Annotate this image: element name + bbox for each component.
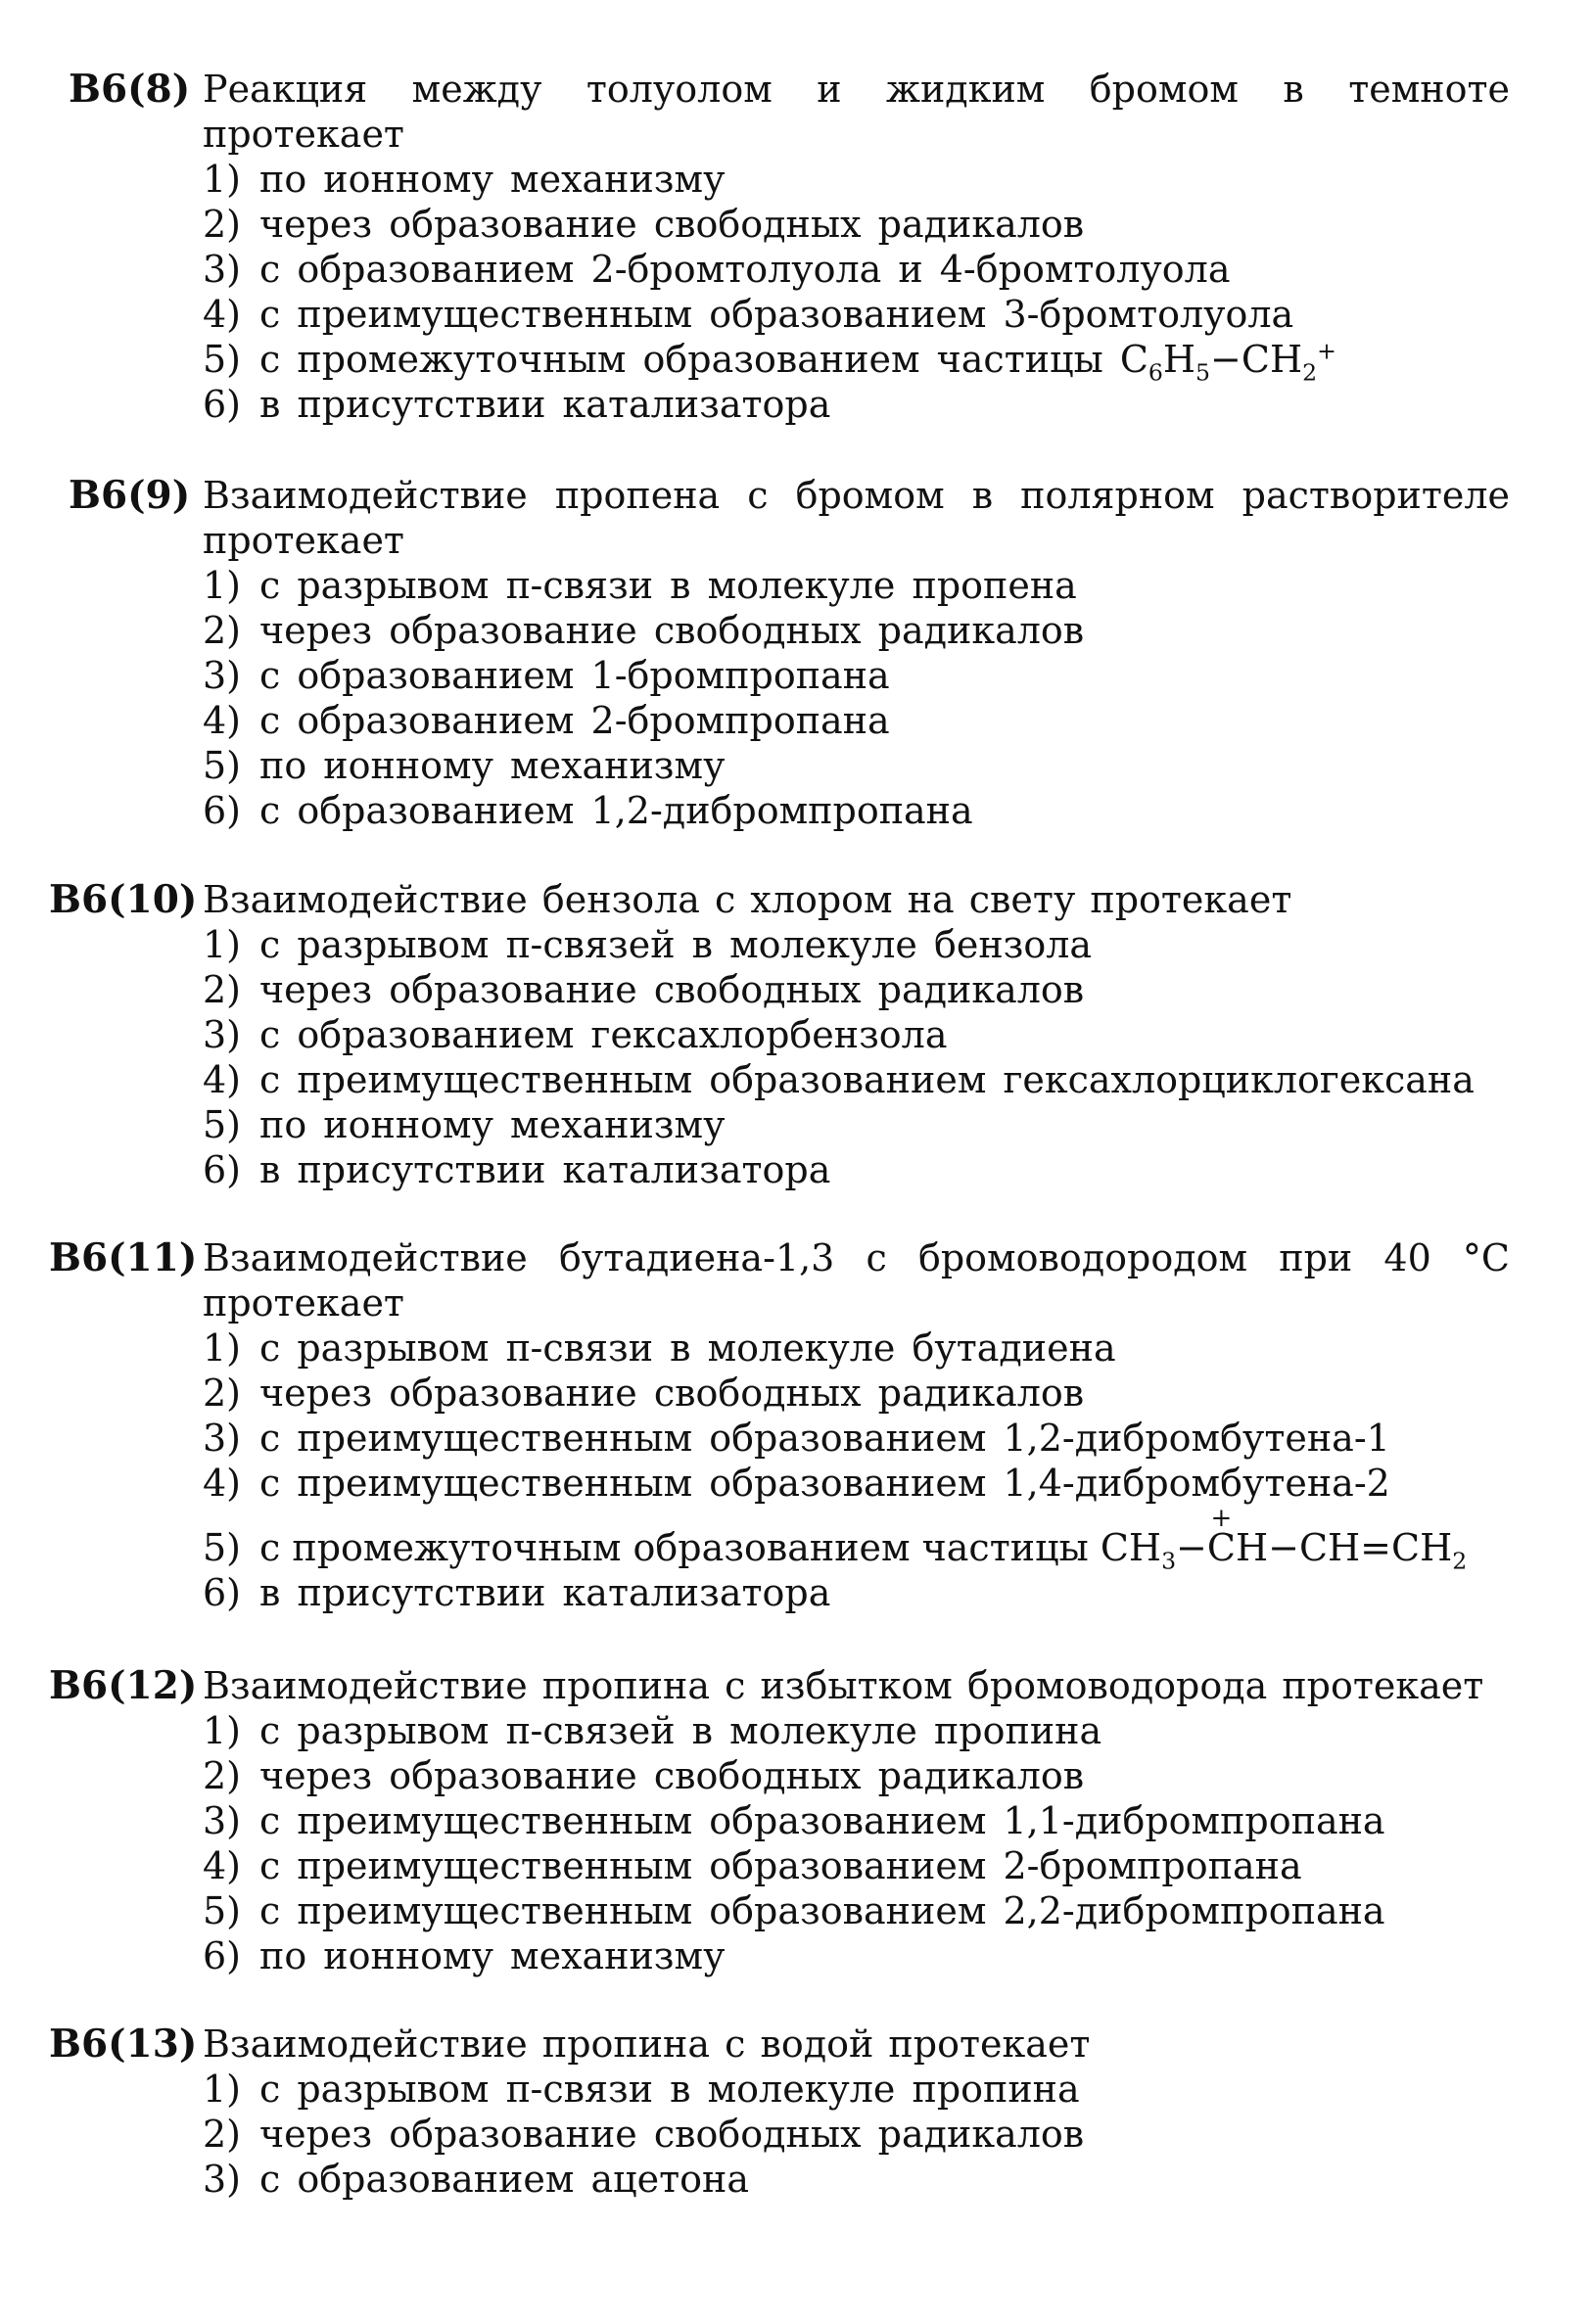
option-6: 6) с образованием 1,2-дибромпропана [203,789,973,832]
option-4: 4) с преимущественным образованием 1,4-дибромбутена-2 [203,1462,1390,1505]
question-number: В6(11) [49,1235,198,1280]
question-stem: Взаимодействие бензола с хлором на свету протекает [203,878,1292,921]
option-5: 5) по ионному механизму [203,744,726,787]
option-3: 3) с образованием гексахлорбензола [203,1013,948,1056]
option-6: 6) по ионному механизму [203,1934,726,1977]
question-number: В6(12) [49,1663,198,1708]
option-2: 2) через образование свободных радикалов [203,2113,1085,2156]
option-2: 2) через образование свободных радикалов [203,203,1085,246]
option-1: 1) с разрывом π-связи в молекуле пропена [203,564,1077,607]
options-list [203,157,1336,427]
option-3: 3) с образованием ацетона [203,2158,749,2201]
option-6: 6) в присутствии катализатора [203,1571,831,1614]
option-5: 5) по ионному механизму [203,1103,726,1146]
option-1: 1) по ионному механизму [203,158,726,201]
option-1: 1) с разрывом π-связи в молекуле пропина [203,2068,1080,2111]
question-stem: Взаимодействие пропина с водой протекает [203,2022,1091,2066]
option-3: 3) с образованием 1-бромпропана [203,654,890,697]
option-1: 1) с разрывом π-связей в молекуле пропина [203,1709,1102,1752]
options-list [203,1325,1467,1615]
option-4: 4) с преимущественным образованием гексахлорциклогексана [203,1058,1475,1101]
option-5: 5) с промежуточным образованием частицы $C_6H_5-CH_2^+$ [203,337,1336,387]
options-list [203,2067,1084,2202]
options-list [203,1708,1385,1978]
option-1: 1) с разрывом π-связей в молекуле бензола [203,923,1093,966]
option-5: 5) с промежуточным образованием частицы $CH_3-+ CH-CH=CH_2$ [203,1525,1467,1570]
option-6: 6) в присутствии катализатора [203,1148,831,1191]
question-number: В6(10) [49,877,198,922]
option-2: 2) через образование свободных радикалов [203,609,1085,652]
option-2: 2) через образование свободных радикалов [203,1371,1085,1415]
question-number: В6(13) [49,2022,198,2067]
chemical-formula: $C_6H_5-CH_2^+$ [1119,337,1336,387]
option-4: 4) с преимущественным образованием 2-бромпропана [203,1844,1302,1887]
question-stem: Взаимодействие бутадиена-1,3 с бромоводородом при 40 °C протекает [203,1236,1510,1325]
question-number: В6(9) [69,473,191,518]
option-5: 5) с преимущественным образованием 2,2-дибромпропана [203,1889,1385,1932]
option-6: 6) в присутствии катализатора [203,383,831,426]
question-stem: Реакция между толуолом и жидким бромом в темноте протекает [203,68,1510,156]
options-list [203,563,1084,833]
option-4: 4) с преимущественным образованием 3-бромтолуола [203,293,1294,336]
question-number: В6(8) [69,67,191,112]
option-2: 2) через образование свободных радикалов [203,1754,1085,1797]
options-list [203,922,1475,1192]
option-3: 3) с преимущественным образованием 1,1-дибромпропана [203,1799,1385,1842]
option-3: 3) с образованием 2-бромтолуола и 4-бромтолуола [203,248,1231,291]
question-stem: Взаимодействие пропена с бромом в полярном растворителе протекает [203,474,1510,562]
option-1: 1) с разрывом π-связи в молекуле бутадиена [203,1326,1116,1370]
question-stem: Взаимодействие пропина с избытком бромоводорода протекает [203,1664,1484,1707]
option-2: 2) через образование свободных радикалов [203,968,1085,1011]
option-4: 4) с образованием 2-бромпропана [203,699,890,742]
chemical-formula: $CH_3-+ CH-CH=CH_2$ [1101,1526,1467,1569]
option-3: 3) с преимущественным образованием 1,2-дибромбутена-1 [203,1417,1390,1460]
